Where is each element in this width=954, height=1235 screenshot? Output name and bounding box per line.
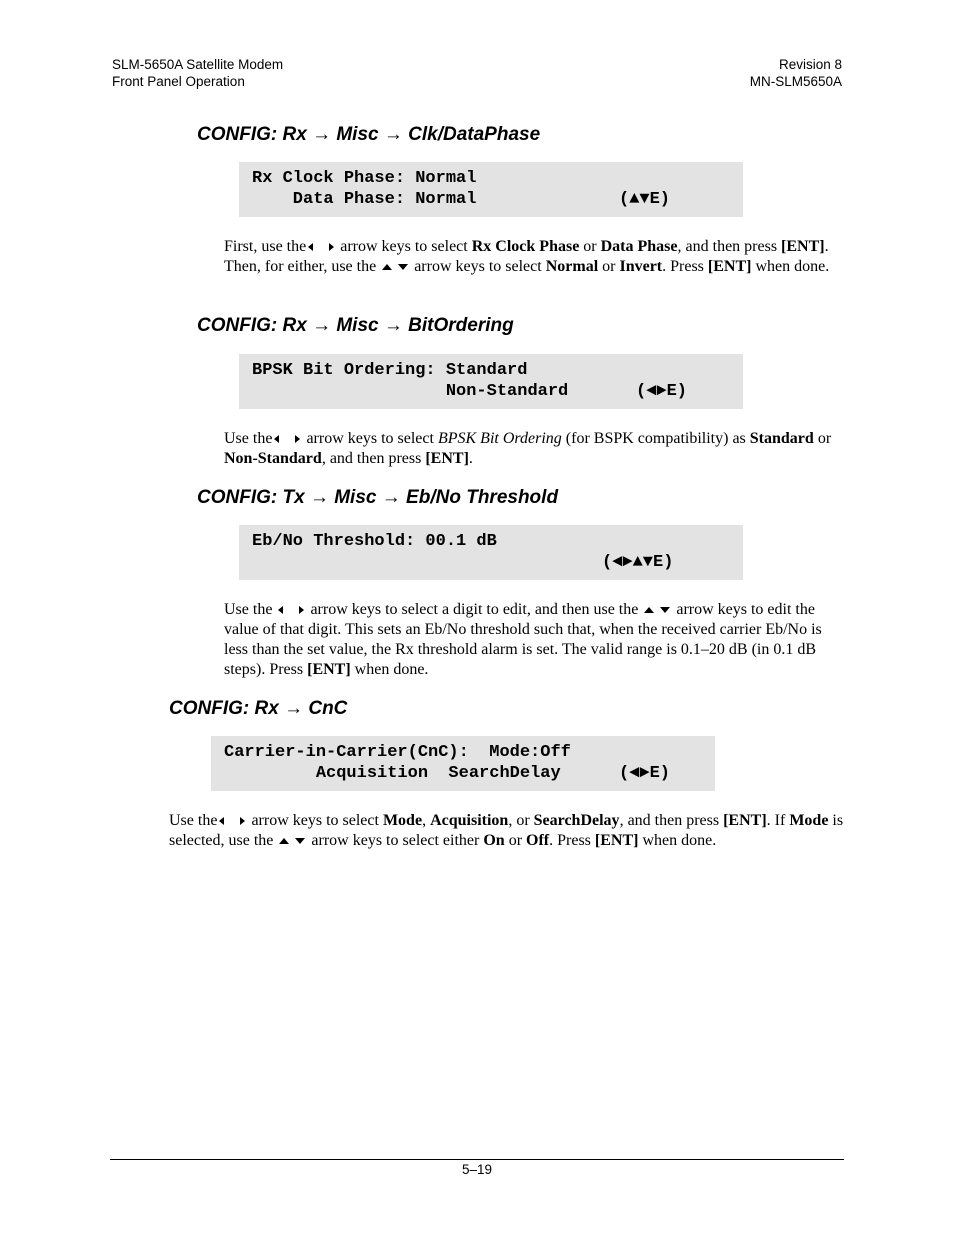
- lcd-display-cnc: [211, 736, 715, 791]
- text: . If: [766, 812, 790, 829]
- text: or: [813, 430, 832, 447]
- text: when done.: [638, 832, 717, 849]
- text: Use the: [224, 430, 273, 447]
- section-heading-bitordering: [197, 315, 514, 337]
- bold-term: On: [483, 832, 505, 849]
- heading-part: CONFIG: Rx: [197, 315, 313, 336]
- bold-term: [ENT]: [425, 450, 469, 467]
- chapter-title: Front Panel Operation: [112, 74, 245, 89]
- text: . Press: [549, 832, 595, 849]
- heading-part: CONFIG: Rx: [169, 698, 285, 719]
- lcd-key-hint: (◄►▲▼E): [602, 553, 674, 572]
- heading-part: Misc: [331, 315, 384, 336]
- lcd-key-hint: (▲▼E): [619, 190, 671, 209]
- bold-term: Off: [526, 832, 550, 849]
- text: Use the: [169, 812, 218, 829]
- italic-term: BPSK Bit Ordering: [437, 430, 562, 447]
- lcd-line-1: Eb/No Threshold: 00.1 dB: [252, 532, 497, 551]
- paragraph-cnc: [169, 811, 846, 851]
- text: .: [468, 450, 473, 467]
- section-heading-cnc: [169, 698, 347, 720]
- lcd-display-bitordering: [239, 354, 743, 409]
- doc-title: SLM-5650A Satellite Modem: [112, 57, 284, 72]
- lcd-key-hint: (◄►E): [636, 382, 688, 401]
- bold-term: [ENT]: [307, 661, 351, 678]
- text: First, use the: [224, 238, 307, 255]
- text: or: [579, 238, 601, 255]
- left-right-arrow-icon: [276, 605, 306, 615]
- section-heading-clk-dataphase: [197, 124, 540, 146]
- text: when done.: [751, 258, 830, 275]
- bold-term: Mode: [789, 812, 829, 829]
- bold-term: Data Phase: [600, 238, 678, 255]
- heading-part: BitOrdering: [402, 315, 514, 336]
- text: arrow keys to edit the value of that digit. This sets an Eb/No threshold such that, when the received carrier Eb/No is less than the set value, the Rx threshold alarm is set. The valid range is 0.1–20 dB (in 0.1 dB steps). Press: [224, 601, 822, 678]
- heading-part: Misc: [331, 124, 384, 145]
- left-right-arrow-icon: [272, 434, 302, 444]
- text: arrow keys to select: [410, 258, 546, 275]
- bold-term: [ENT]: [707, 258, 752, 275]
- text: ,: [422, 812, 431, 829]
- arrow-right-icon: →: [383, 315, 403, 336]
- text: arrow keys to select either: [307, 832, 484, 849]
- text: . Press: [662, 258, 708, 275]
- text: arrow keys to select: [302, 430, 438, 447]
- text: Use the: [224, 601, 277, 618]
- bold-term: Invert: [619, 258, 663, 275]
- bold-term: [ENT]: [723, 812, 767, 829]
- up-down-arrow-icon: [380, 262, 410, 272]
- text: , and then press: [321, 450, 426, 467]
- arrow-right-icon: →: [284, 698, 304, 719]
- text: , and then press: [677, 238, 782, 255]
- bold-term: [ENT]: [781, 238, 825, 255]
- paragraph-clk-dataphase: [224, 237, 846, 277]
- heading-part: Eb/No Threshold: [400, 487, 559, 508]
- bold-term: [ENT]: [594, 832, 639, 849]
- running-header-left: [112, 56, 283, 90]
- bold-term: Normal: [545, 258, 599, 275]
- lcd-key-hint: (◄►E): [619, 764, 671, 783]
- section-heading-ebno-threshold: [197, 487, 558, 509]
- text: arrow keys to select a digit to edit, and then use the: [306, 601, 643, 618]
- bold-term: Standard: [749, 430, 814, 447]
- lcd-line-1: Carrier-in-Carrier(CnC): Mode:Off: [224, 743, 571, 762]
- heading-part: CONFIG: Rx: [197, 124, 313, 145]
- lcd-display-clk-dataphase: [239, 162, 743, 217]
- text: arrow keys to select: [247, 812, 383, 829]
- paragraph-bitordering: [224, 429, 846, 469]
- left-right-arrow-icon: [217, 816, 247, 826]
- bold-term: Rx Clock Phase: [471, 238, 580, 255]
- revision: Revision 8: [778, 57, 842, 72]
- bold-term: Acquisition: [430, 812, 509, 829]
- heading-part: CnC: [303, 698, 348, 719]
- lcd-line-1: Rx Clock Phase: Normal: [252, 169, 477, 188]
- lcd-line-1: BPSK Bit Ordering: Standard: [252, 361, 528, 380]
- heading-part: Clk/DataPhase: [402, 124, 541, 145]
- text: arrow keys to select: [336, 238, 472, 255]
- lcd-line-2: Non-Standard: [252, 382, 569, 401]
- text: . Then, for either, use the: [224, 238, 829, 275]
- left-right-arrow-icon: [306, 242, 336, 252]
- lcd-display-ebno-threshold: [239, 525, 743, 580]
- up-down-arrow-icon: [277, 836, 307, 846]
- bold-term: SearchDelay: [533, 812, 620, 829]
- text: or: [504, 832, 527, 849]
- arrow-right-icon: →: [381, 487, 401, 508]
- footer-divider: [110, 1159, 844, 1160]
- text: , or: [508, 812, 534, 829]
- arrow-right-icon: →: [312, 124, 332, 145]
- text: or: [598, 258, 620, 275]
- bold-term: Mode: [382, 812, 423, 829]
- heading-part: CONFIG: Tx: [197, 487, 310, 508]
- arrow-right-icon: →: [309, 487, 329, 508]
- arrow-right-icon: →: [312, 315, 332, 336]
- manual-number: MN-SLM5650A: [749, 74, 842, 89]
- up-down-arrow-icon: [642, 605, 672, 615]
- text: (for BSPK compatibility) as: [561, 430, 750, 447]
- arrow-right-icon: →: [383, 124, 403, 145]
- heading-part: Misc: [328, 487, 382, 508]
- bold-term: Non-Standard: [224, 450, 322, 467]
- running-header-right: [750, 56, 842, 90]
- text: , and then press: [619, 812, 724, 829]
- text: when done.: [350, 661, 429, 678]
- lcd-line-2: Acquisition SearchDelay: [224, 764, 561, 783]
- lcd-line-2: Data Phase: Normal: [252, 190, 477, 209]
- page-number: 5–19: [461, 1162, 493, 1177]
- text: is selected, use the: [169, 812, 844, 849]
- paragraph-ebno-threshold: [224, 600, 846, 680]
